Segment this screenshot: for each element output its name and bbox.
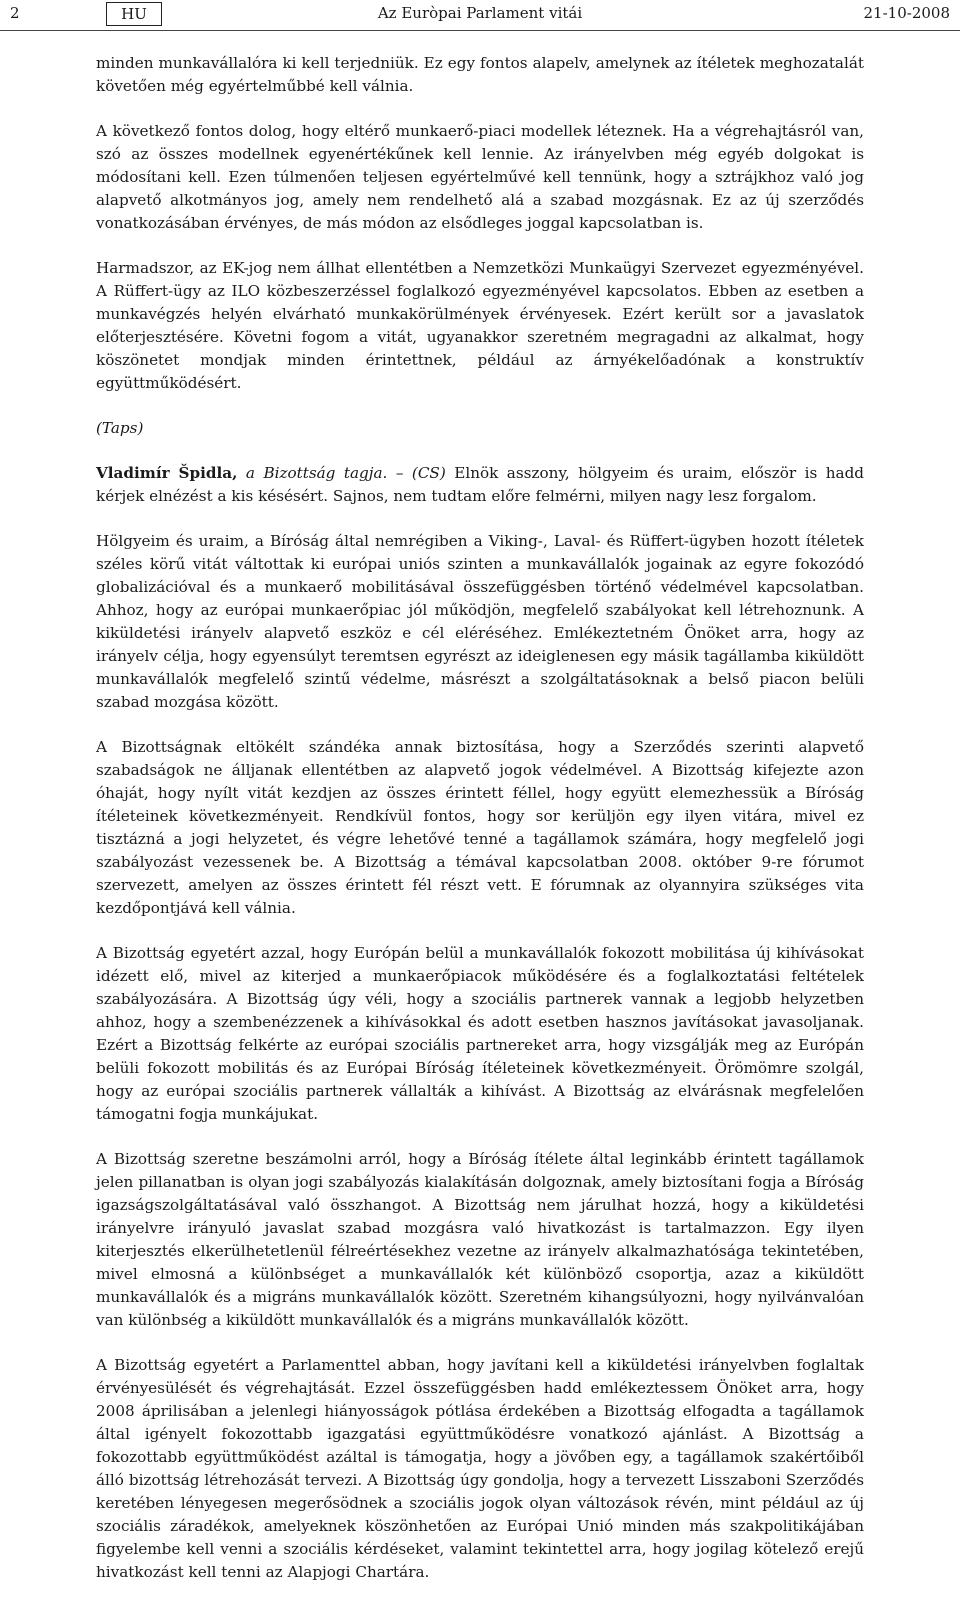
- paragraph-5: Hölgyeim és uraim, a Bíróság által nemrégiben a Viking-, Laval- és Rüffert-ügyben hozott ítéletek széles körű vitát váltottak ki európai uniós szinten a munkavállalók jogainak az egyre fokozódó globalizációval és a munkaerő mobilitásával összefüggésben történő védelmével kapcsolatban. Ahhoz, hogy az európai munkaerőpiac jól működjön, megfelelő szabályokat kell létrehoznunk. A kiküldetési irányelv alapvető eszköz e cél eléréséhez. Emlékeztetném Önöket arra, hogy az irányelv célja, hogy egyensúlyt teremtsen egyrészt az ideiglenesen egy másik tagállamba kiküldött munkavállalók megfelelő szintű védelme, másrészt a szolgáltatásoknak a belső piacon belüli szabad mozgása között.: [96, 532, 864, 711]
- paragraph-3: Harmadszor, az EK-jog nem állhat ellentétben a Nemzetközi Munkaügyi Szervezet egyezményével. A Rüffert-ügy az ILO közbeszerzéssel foglalkozó egyezményével kapcsolatos. Ebben az esetben a munkavégzés helyén elvárható munkakörülmények érvényesek. Ezért került sor a javaslatok előterjesztésére. Követni fogom a vitát, ugyanakkor szeretném megragadni az alkalmat, hogy köszönetet mondjak minden érintettnek, például az árnyékelőadónak a konstruktív együttműködésért.: [96, 259, 864, 392]
- paragraph-2: A következő fontos dolog, hogy eltérő munkaerő-piaci modellek léteznek. Ha a végrehajtásról van, szó az összes modellnek egyenértékűnek kell lennie. Az irányelvben még egyéb dolgokat is módosítani kell. Ezen túlmenően teljesen egyértelművé kell tennünk, hogy a sztrájkhoz való jog alapvető alkotmányos jog, amely nem rendelhető alá a szabad mozgásnak. Ez az új szerződés vonatkozásában érvényes, de más módon az elsődleges joggal kapcsolatban is.: [96, 122, 864, 232]
- paragraph-9: A Bizottság egyetért a Parlamenttel abban, hogy javítani kell a kiküldetési irányelvben foglaltak érvényesülését és végrehajtását. Ezzel összefüggésben hadd emlékeztessem Önöket arra, hogy 2008 áprilisában a jelenlegi hiányosságok pótlása érdekében a Bizottság elfogadta a tagállamok által igényelt fokozottabb igazgatási együttműködésre vonatkozó ajánlást. A Bizottság a fokozottabb együttműködést azáltal is támogatja, hogy a jövőben egy, a tagállamok szakértőiből álló bizottság létrehozását tervezi. A Bizottság úgy gondolja, hogy a tervezett Lisszaboni Szerződés keretében lényegesen megerősödnek a szociális jogok olyan változások révén, mint például az új szociális záradékok, amelyeknek köszönhetően az Európai Unió minden más szakpolitikájában figyelembe kell venni a szociális kérdéseket, valamint tekintettel arra, hogy jogilag kötelező erejű hivatkozást kell tenni az Alapjogi Chartára.: [96, 1356, 864, 1581]
- journal-title: Az Euròpai Parlament vitái: [377, 4, 583, 22]
- speaker-text: Elnök asszony, hölgyeim és uraim, először is hadd kérjek elnézést a kis késésért. Sajnos, nem tudtam előre felmérni, milyen nagy lesz forgalom.: [96, 464, 865, 505]
- page-header: [0, 0, 960, 30]
- paragraph-7: A Bizottság egyetért azzal, hogy Európán belül a munkavállalók fokozott mobilitása új kihívásokat idézett elő, mivel az kiterjed a munkaerőpiacok működésére és a foglalkoztatási feltételek szabályozására. A Bizottság úgy véli, hogy a szociális partnerek vannak a legjobb helyzetben ahhoz, hogy a szembenézzenek a kihívásokkal és adott esetben hasznos javításokat javasoljanak. Ezért a Bizottság felkérte az európai szociális partnereket arra, hogy vizsgálják meg az Európán belüli fokozott mobilitás és az Európai Bíróság ítéleteinek következményeit. Örömömre szolgál, hogy az európai szociális partnerek vállalták a kihívást. A Bizottság az elvárásnak megfelelően támogatni fogja munkájukat.: [96, 944, 864, 1123]
- paragraph-8: A Bizottság szeretne beszámolni arról, hogy a Bíróság ítélete által leginkább érintett tagállamok jelen pillanatban is olyan jogi szabályozás kialakításán dolgoznak, amely biztosítani fogja a Bíróság igazságszolgáltatásával való összhangot. A Bizottság nem járulhat hozzá, hogy a kiküldetési irányelvre irányuló javaslat szabad mozgásra való hivatkozást is tartalmazzon. Egy ilyen kiterjesztés elkerülhetetlenül félreértésekhez vezetne az irányelv alkalmazhatósága tekintetében, mivel elmosná a különbséget a munkavállalók két különböző csoportja, azaz a kiküldött munkavállalók és a migráns munkavállalók között. Szeretném kihangsúlyozni, hogy nyilvánvalóan van különbség a kiküldött munkavállalók és a migráns munkavállalók között.: [96, 1150, 864, 1329]
- paragraph-1: minden munkavállalóra ki kell terjedniük. Ez egy fontos alapelv, amelynek az ítéletek meghozatalát követően még egyértelműbbé kell válnia.: [96, 54, 864, 95]
- language-code-box: HU: [106, 2, 162, 26]
- paragraph-6: A Bizottságnak eltökélt szándéka annak biztosítása, hogy a Szerződés szerinti alapvető szabadságok ne álljanak ellentétben az alapvető jogok védelmével. A Bizottság kifejezte azon óhaját, hogy nyílt vitát kezdjen az összes érintett féllel, hogy együtt elemezhessük a Bíróság ítéleteinek következményeit. Rendkívül fontos, hogy sor kerüljön egy ilyen vitára, mivel ez tisztázná a jogi helyzetet, és végre lehetővé tenné a tagállamok számára, hogy megfelelő jogi szabályozást vezessenek be. A Bizottság a témával kapcsolatban 2008. október 9-re fórumot szervezett, amelyen az összes érintett fél részt vett. E fórumnak az olyannyira szükséges vita kezdőpontjává kell válnia.: [96, 738, 864, 917]
- document-date: 21-10-2008: [863, 4, 950, 22]
- document-body: [96, 52, 864, 1606]
- header-rule: [0, 30, 960, 31]
- speaker-paragraph: [96, 462, 864, 508]
- speaker-role: a Bizottság tagja.: [245, 464, 388, 482]
- speaker-language: (CS): [411, 464, 446, 482]
- applause-note: (Taps): [96, 419, 144, 437]
- speaker-dash: –: [387, 464, 412, 482]
- speaker-name: Vladimír Špidla,: [96, 464, 238, 482]
- page-number: 2: [10, 4, 20, 22]
